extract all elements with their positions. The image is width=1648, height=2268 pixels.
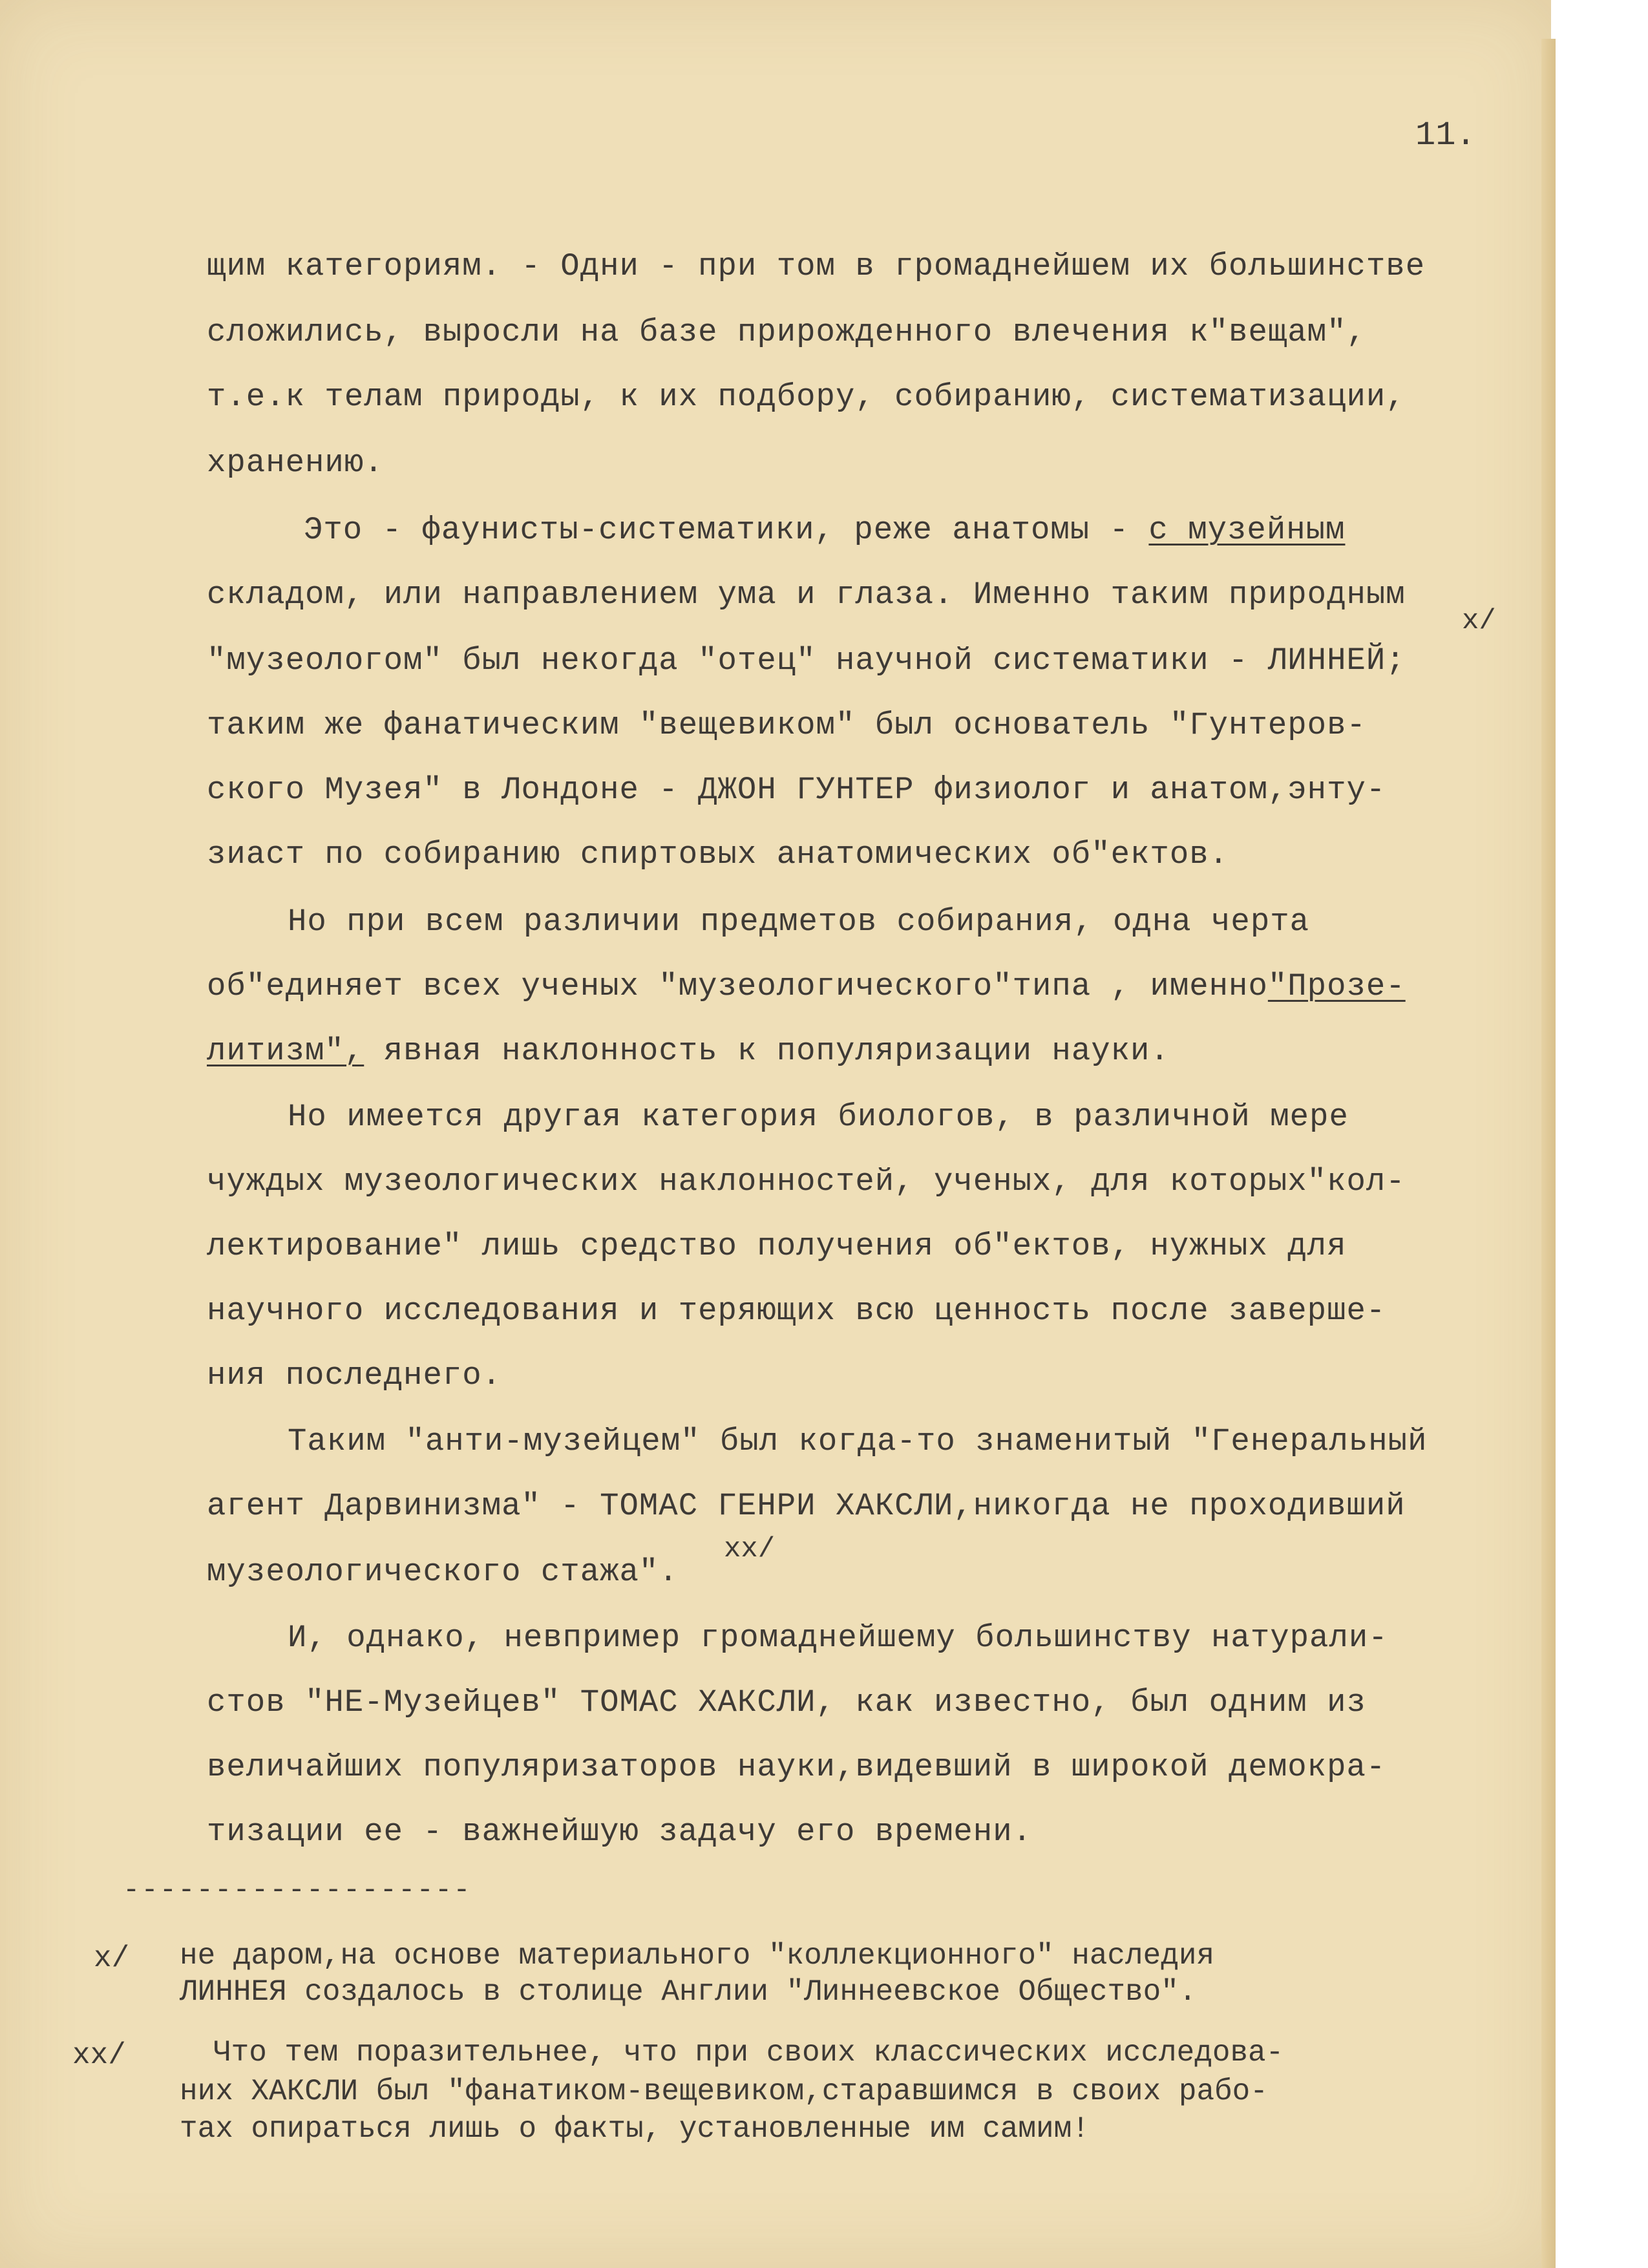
body-line: складом, или направлением ума и глаза. Именно таким природным	[207, 577, 1406, 613]
page-number: 11.	[1415, 116, 1476, 154]
body-line-part: явная наклонность к популяризации науки.	[364, 1033, 1170, 1069]
body-line	[207, 968, 1406, 1004]
body-line: величайших популяризаторов науки,видевший в широкой демокра-	[207, 1749, 1386, 1785]
underlined-phrase: литизм",	[207, 1033, 364, 1069]
body-line: зиаст по собиранию спиртовых анатомических об"ектов.	[207, 836, 1229, 873]
body-line: щим категориям. - Одни - при том в громаднейшем их большинстве	[207, 248, 1426, 284]
footnote-line: них ХАКСЛИ был "фанатиком-вещевиком,старавшимся в своих рабо-	[180, 2075, 1268, 2108]
body-line: агент Дарвинизма" - ТОМАС ГЕНРИ ХАКСЛИ,никогда не проходивший	[207, 1488, 1406, 1524]
body-line: Таким "анти-музейцем" был когда-то знаменитый "Генеральный	[288, 1423, 1428, 1459]
underlined-phrase: "Прозе-	[1267, 968, 1406, 1004]
footnote-line: не даром,на основе материального "коллекционного" наследия	[180, 1939, 1215, 1973]
body-line: научного исследования и теряющих всю ценность после заверше-	[207, 1293, 1386, 1329]
footnote-marker: xx/	[72, 2039, 126, 2072]
body-line: ского Музея" в Лондоне - ДЖОН ГУНТЕР физиолог и анатом,энту-	[207, 772, 1386, 808]
body-line: т.е.к телам природы, к их подбору, собиранию, систематизации,	[207, 379, 1406, 415]
footnote-separator: -------------------	[123, 1874, 472, 1907]
body-line: ния последнего.	[207, 1357, 502, 1394]
body-line: Но при всем различии предметов собирания, одна черта	[288, 904, 1310, 940]
body-line: И, однако, невпример громаднейшему большинству натурали-	[288, 1620, 1388, 1656]
body-line: музеологического стажа".	[207, 1554, 679, 1590]
body-line	[207, 1033, 1170, 1069]
body-line	[304, 512, 1345, 548]
body-line: стов "НЕ-Музейцев" ТОМАС ХАКСЛИ, как известно, был одним из	[207, 1684, 1366, 1721]
paper-edge	[1541, 39, 1556, 2268]
body-line: "музеологом" был некогда "отец" научной систематики - ЛИННЕЙ;	[207, 642, 1406, 679]
body-line-part: Это - фаунисты-систематики, реже анатомы -	[304, 512, 1149, 548]
underlined-phrase: с музейным	[1148, 512, 1346, 548]
body-line: сложились, выросли на базе прирожденного влечения к"вещам",	[207, 314, 1366, 350]
body-line-part: об"единяет всех ученых "музеологического"типа , именно	[207, 968, 1268, 1004]
body-line: таким же фанатическим "вещевиком" был основатель "Гунтеров-	[207, 707, 1366, 743]
footnote-mark-x: x/	[1462, 605, 1496, 637]
footnote-line: ЛИННЕЯ создалось в столице Англии "Линнеевское Общество".	[180, 1975, 1197, 2009]
body-line: тизации ее - важнейшую задачу его времени.	[207, 1814, 1033, 1850]
footnote-mark-xx: xx/	[724, 1533, 776, 1565]
footnote-marker: x/	[94, 1942, 130, 1975]
footnote-line: Что тем поразительнее, что при своих классических исследова-	[213, 2036, 1284, 2070]
body-line: Но имеется другая категория биологов, в различной мере	[288, 1099, 1349, 1135]
body-line: лектирование" лишь средство получения об"ектов, нужных для	[207, 1228, 1347, 1264]
body-line: чуждых музеологических наклонностей, ученых, для которых"кол-	[207, 1163, 1406, 1200]
footnote-line: тах опираться лишь о факты, установленные им самим!	[180, 2112, 1090, 2146]
body-line: хранению.	[207, 445, 384, 481]
